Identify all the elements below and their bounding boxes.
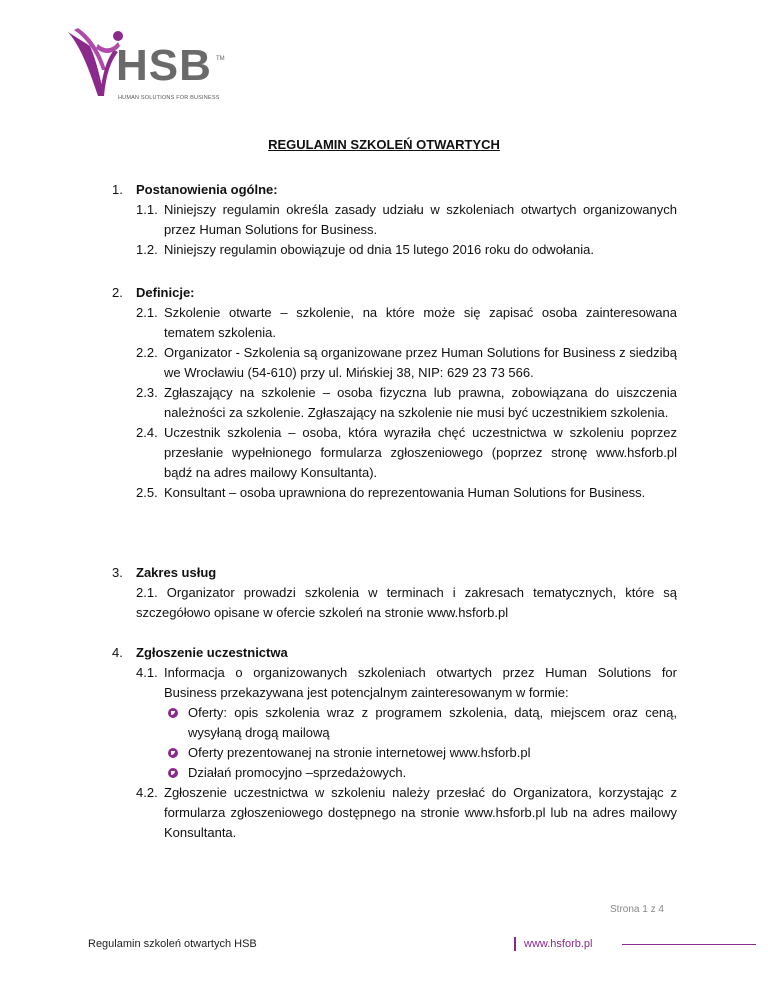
item-text: Organizator - Szkolenia są organizowane przez Human Solutions for Business z siedzibą we Wrocławiu (54-610) przy ul. Mińskiej 38, NIP: 629 23 73 566. xyxy=(164,345,677,380)
bullet-item xyxy=(168,743,677,763)
item-text: Zgłoszenie uczestnictwa w szkoleniu należy przesłać do Organizatora, korzystając z formularza zgłoszeniowego dostępnego na stronie www.hsforb.pl lub na adres mailowy Konsultanta. xyxy=(164,785,677,840)
bullet-icon xyxy=(168,703,188,743)
section-heading xyxy=(112,643,677,663)
bullet-list xyxy=(168,703,677,783)
section-heading xyxy=(112,563,677,583)
bullet-item xyxy=(168,703,677,743)
section-3 xyxy=(112,563,677,623)
section-4 xyxy=(112,643,677,843)
page-number: Strona 1 z 4 xyxy=(610,904,664,915)
section-heading xyxy=(112,283,677,303)
item-text: Konsultant – osoba uprawniona do reprezentowania Human Solutions for Business. xyxy=(164,485,646,500)
item-number: 4.2. xyxy=(136,785,158,800)
bullet-text: Oferty prezentowanej na stronie internetowej www.hsforb.pl xyxy=(188,745,531,760)
list-item xyxy=(112,483,677,503)
list-item xyxy=(112,303,677,343)
logo-brand: HSB xyxy=(116,41,212,90)
list-item xyxy=(112,423,677,483)
list-item xyxy=(112,663,677,703)
item-text: Niniejszy regulamin określa zasady udziału w szkoleniach otwartych organizowanych przez Human Solutions for Business. xyxy=(164,202,677,237)
list-item xyxy=(112,200,677,240)
footer-divider xyxy=(514,937,516,951)
logo-subtitle: HUMAN SOLUTIONS FOR BUSINESS xyxy=(118,95,220,101)
item-text: Informacja o organizowanych szkoleniach otwartych przez Human Solutions for Business przekazywana jest potencjalnym zainteresowanym w formie: xyxy=(164,665,677,700)
list-item xyxy=(112,783,677,843)
section-number: 1. xyxy=(112,182,123,197)
item-number: 4.1. xyxy=(136,665,158,680)
item-number: 2.3. xyxy=(136,385,158,400)
bullet-text: Oferty: opis szkolenia wraz z programem szkolenia, datą, miejscem oraz ceną, wysyłaną drogą mailową xyxy=(188,705,677,740)
section-title: Zakres usług xyxy=(136,565,217,580)
list-item xyxy=(112,343,677,383)
item-number: 2.4. xyxy=(136,425,158,440)
section-2 xyxy=(112,283,677,503)
item-text: Szkolenie otwarte – szkolenie, na które może się zapisać osoba zainteresowana tematem szkolenia. xyxy=(164,305,677,340)
footer-line xyxy=(622,944,756,945)
item-number: 2.5. xyxy=(136,485,158,500)
bullet-item xyxy=(168,763,677,783)
bullet-icon xyxy=(168,763,188,783)
section-number: 3. xyxy=(112,565,123,580)
item-number: 2.1. xyxy=(136,305,158,320)
item-number: 1.1. xyxy=(136,202,158,217)
section-1 xyxy=(112,180,677,260)
item-number: 1.2. xyxy=(136,242,158,257)
section-title: Definicje: xyxy=(136,285,195,300)
item-text: Uczestnik szkolenia – osoba, która wyraziła chęć uczestnictwa w szkoleniu poprzez przesłanie wypełnionego formularza zgłoszeniowego (poprzez stronę www.hsforb.pl bądź na adres mailowy Konsultanta). xyxy=(164,425,677,480)
bullet-icon xyxy=(168,743,188,763)
list-item xyxy=(112,383,677,423)
logo-tm: TM xyxy=(216,56,225,62)
section-number: 4. xyxy=(112,645,123,660)
item-number: 2.2. xyxy=(136,345,158,360)
footer-website-link[interactable]: www.hsforb.pl xyxy=(524,938,593,950)
section-title: Postanowienia ogólne: xyxy=(136,182,278,197)
list-item xyxy=(112,240,677,260)
section-number: 2. xyxy=(112,285,123,300)
item-text: Niniejszy regulamin obowiązuje od dnia 15 lutego 2016 roku do odwołania. xyxy=(164,242,595,257)
section-heading xyxy=(112,180,677,200)
footer-document-name: Regulamin szkoleń otwartych HSB xyxy=(88,938,257,950)
section-paragraph: 2.1. Organizator prowadzi szkolenia w terminach i zakresach tematycznych, które są szczegółowo opisane w ofercie szkoleń na stronie www.hsforb.pl xyxy=(136,585,677,620)
section-title: Zgłoszenie uczestnictwa xyxy=(136,645,288,660)
document-title: REGULAMIN SZKOLEŃ OTWARTYCH xyxy=(268,137,500,152)
bullet-text: Działań promocyjno –sprzedażowych. xyxy=(188,765,407,780)
item-text: Zgłaszający na szkolenie – osoba fizyczna lub prawna, zobowiązana do uiszczenia należności za szkolenie. Zgłaszający na szkolenie nie musi być uczestnikiem szkolenia. xyxy=(164,385,677,420)
